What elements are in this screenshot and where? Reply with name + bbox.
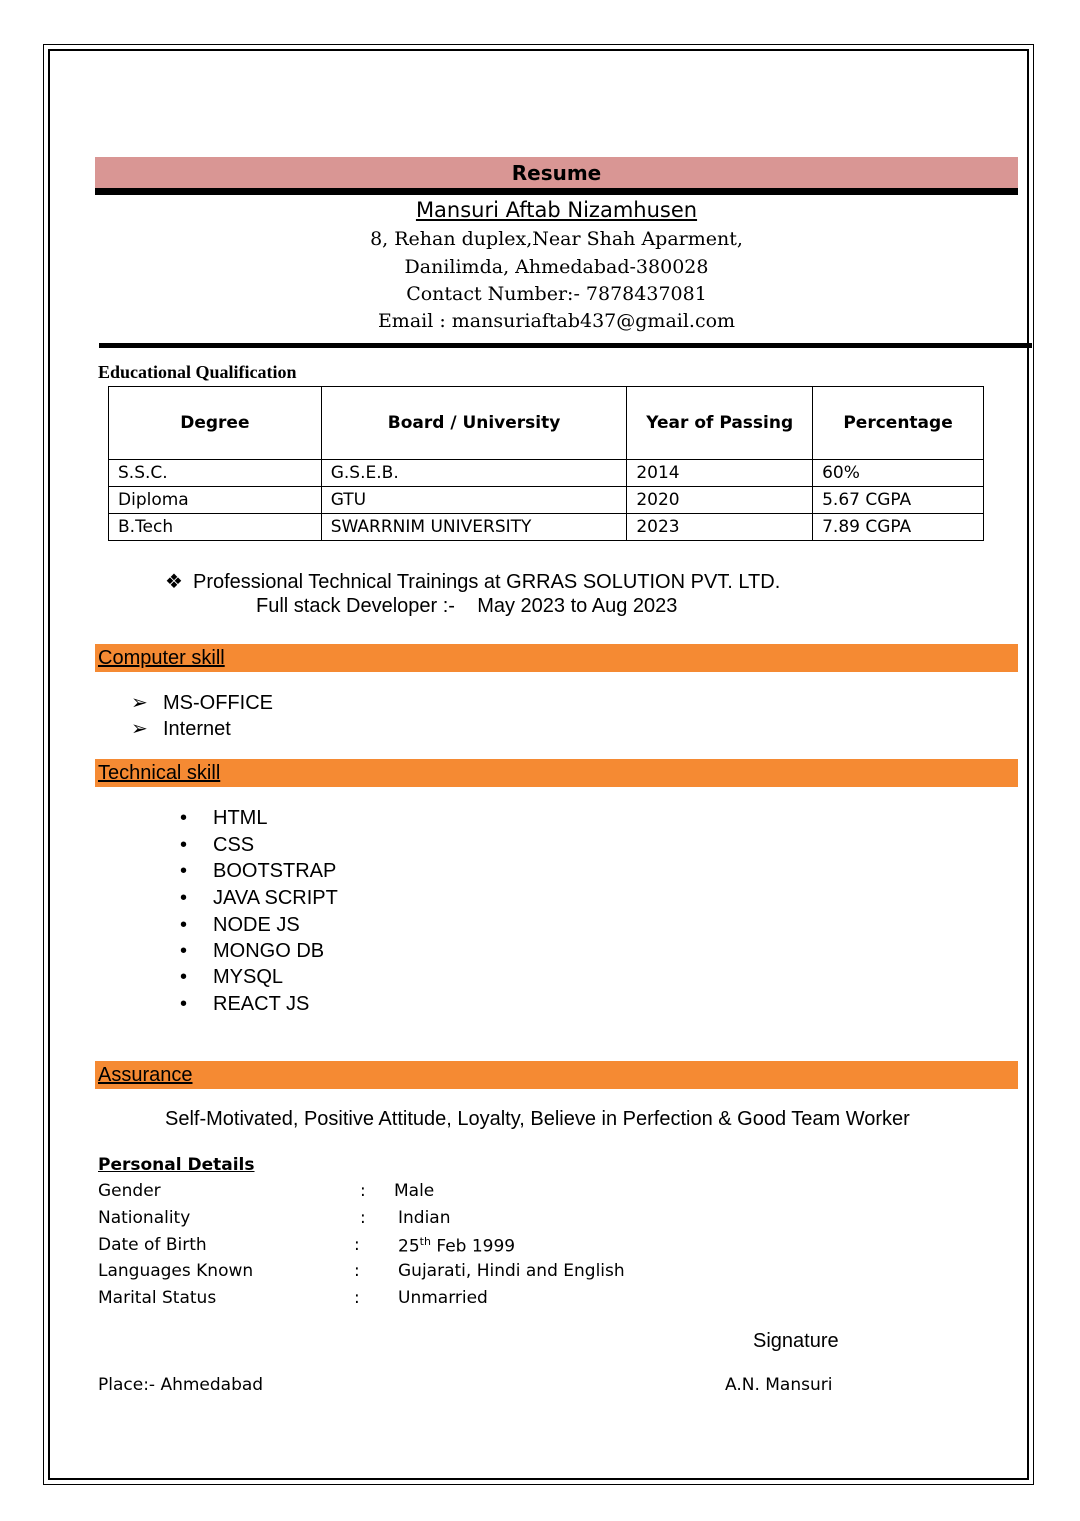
field-label: Nationality bbox=[98, 1208, 191, 1228]
field-value: Indian bbox=[398, 1208, 451, 1228]
signature-label: Signature bbox=[753, 1330, 839, 1352]
table-row bbox=[109, 460, 984, 487]
bullet-dot-icon: • bbox=[180, 966, 188, 988]
field-value: Male bbox=[394, 1181, 435, 1201]
field-colon: : bbox=[360, 1181, 366, 1201]
field-label: Date of Birth bbox=[98, 1235, 207, 1255]
title-divider bbox=[95, 188, 1018, 195]
table-cell: 2020 bbox=[627, 487, 813, 514]
training-text: Professional Technical Trainings at GRRAS SOLUTION PVT. LTD. bbox=[193, 571, 781, 593]
table-row bbox=[109, 514, 984, 541]
personal-details-title: Personal Details bbox=[98, 1155, 255, 1175]
table-cell: 7.89 CGPA bbox=[813, 514, 984, 541]
table-cell: G.S.E.B. bbox=[321, 460, 627, 487]
list-item: • HTML bbox=[180, 807, 268, 829]
field-colon: : bbox=[360, 1208, 366, 1228]
column-header-board: Board / University bbox=[321, 387, 627, 460]
bullet-dot-icon: • bbox=[180, 834, 188, 856]
field-colon: : bbox=[354, 1235, 360, 1255]
training-role: Full stack Developer :- bbox=[256, 595, 455, 617]
table-cell: 2014 bbox=[627, 460, 813, 487]
education-section-title: Educational Qualification bbox=[98, 362, 297, 382]
field-colon: : bbox=[354, 1261, 360, 1281]
assurance-header bbox=[95, 1061, 1018, 1089]
bullet-dot-icon: • bbox=[180, 860, 188, 882]
field-label: Languages Known bbox=[98, 1261, 254, 1281]
bullet-dot-icon: • bbox=[180, 914, 188, 936]
table-cell: 2023 bbox=[627, 514, 813, 541]
field-value: 25th Feb 1999 bbox=[398, 1235, 516, 1257]
header-divider bbox=[99, 343, 1032, 348]
list-item: • BOOTSTRAP bbox=[180, 860, 337, 882]
bullet-dot-icon: • bbox=[180, 940, 188, 962]
training-line bbox=[165, 569, 780, 594]
table-header-row bbox=[109, 387, 984, 460]
table-cell: Diploma bbox=[109, 487, 322, 514]
candidate-name: Mansuri Aftab Nizamhusen bbox=[415, 198, 698, 222]
arrow-bullet-icon: ➢ bbox=[131, 692, 148, 714]
address-line-1: 8, Rehan duplex,Near Shah Aparment, bbox=[370, 228, 743, 250]
computer-skill-header bbox=[95, 644, 1018, 672]
technical-skill-header bbox=[95, 759, 1018, 787]
table-cell: 60% bbox=[813, 460, 984, 487]
email-address: Email : mansuriaftab437@gmail.com bbox=[377, 310, 736, 332]
technical-skill-title: Technical skill bbox=[98, 762, 221, 784]
list-item: ➢ MS-OFFICE bbox=[131, 692, 273, 714]
list-item: • MONGO DB bbox=[180, 940, 325, 962]
bullet-dot-icon: • bbox=[180, 887, 188, 909]
computer-skill-title: Computer skill bbox=[98, 647, 225, 669]
table-cell: SWARRNIM UNIVERSITY bbox=[321, 514, 627, 541]
column-header-degree: Degree bbox=[109, 387, 322, 460]
diamond-bullet-icon: ❖ bbox=[165, 571, 183, 593]
signatory-name: A.N. Mansuri bbox=[725, 1375, 833, 1395]
table-cell: B.Tech bbox=[109, 514, 322, 541]
arrow-bullet-icon: ➢ bbox=[131, 718, 148, 740]
list-item: • REACT JS bbox=[180, 993, 310, 1015]
list-item: • JAVA SCRIPT bbox=[180, 887, 338, 909]
list-item: • MYSQL bbox=[180, 966, 284, 988]
table-cell: S.S.C. bbox=[109, 460, 322, 487]
column-header-year: Year of Passing bbox=[627, 387, 813, 460]
list-item: • CSS bbox=[180, 834, 255, 856]
field-label: Gender bbox=[98, 1181, 161, 1201]
assurance-text: Self-Motivated, Positive Attitude, Loyalty, Believe in Perfection & Good Team Worker bbox=[165, 1108, 910, 1130]
resume-title-bar: Resume bbox=[95, 157, 1018, 188]
field-colon: : bbox=[354, 1288, 360, 1308]
education-table bbox=[108, 386, 984, 541]
list-item: • NODE JS bbox=[180, 914, 300, 936]
table-row bbox=[109, 487, 984, 514]
table-cell: 5.67 CGPA bbox=[813, 487, 984, 514]
field-value: Unmarried bbox=[398, 1288, 488, 1308]
training-detail bbox=[256, 595, 677, 618]
table-cell: GTU bbox=[321, 487, 627, 514]
field-value: Gujarati, Hindi and English bbox=[398, 1261, 625, 1281]
bullet-dot-icon: • bbox=[180, 993, 188, 1015]
column-header-percentage: Percentage bbox=[813, 387, 984, 460]
training-dates: May 2023 to Aug 2023 bbox=[477, 595, 678, 617]
place-text: Place:- Ahmedabad bbox=[98, 1375, 264, 1395]
list-item: ➢ Internet bbox=[131, 718, 231, 740]
address-line-2: Danilimda, Ahmedabad-380028 bbox=[404, 256, 709, 278]
contact-number: Contact Number:- 7878437081 bbox=[406, 283, 707, 305]
assurance-title: Assurance bbox=[98, 1064, 193, 1086]
bullet-dot-icon: • bbox=[180, 807, 188, 829]
field-label: Marital Status bbox=[98, 1288, 217, 1308]
